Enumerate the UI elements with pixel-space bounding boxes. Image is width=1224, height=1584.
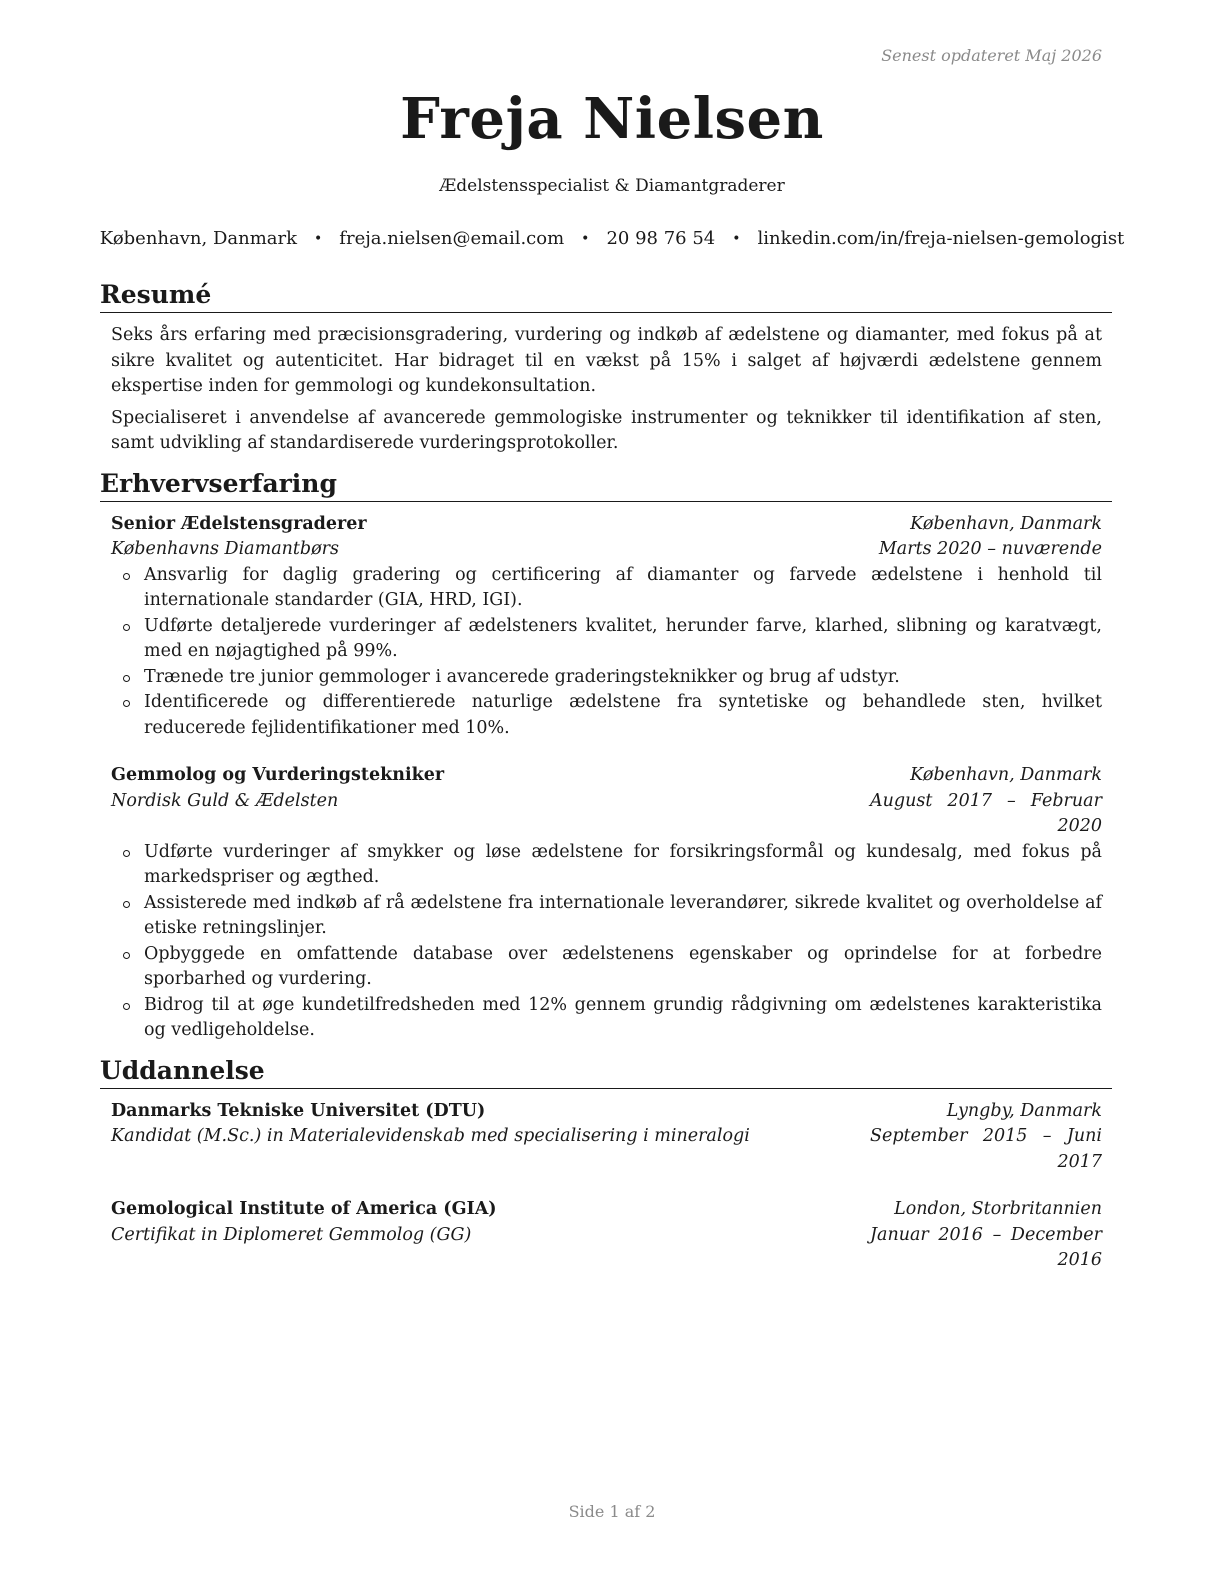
section-heading: Resumé bbox=[100, 280, 1112, 313]
bullet-item: Identificerede og differentierede naturlige ædelstene fra syntetiske og behandlede sten, hvilket reducerede fejlidentifikationer med 10%. bbox=[111, 690, 1102, 741]
separator-bullet: • bbox=[732, 230, 741, 247]
bullet-item: Opbyggede en omfattende database over ædelstenens egenskaber og oprindelse for at forbedre sporbarhed og vurdering. bbox=[111, 942, 1102, 993]
education-dates: September 2015 – Juni 2017 bbox=[870, 1126, 1102, 1172]
job-location: København, Danmark bbox=[910, 765, 1102, 785]
job-company: Nordisk Guld & Ædelsten bbox=[111, 790, 339, 811]
job-dates: August 2017 – Februar 2020 bbox=[870, 790, 1102, 836]
contact-location: København, Danmark bbox=[99, 228, 298, 249]
job-location: København, Danmark bbox=[910, 513, 1102, 534]
school-name: Gemological Institute of America (GIA) bbox=[111, 1199, 497, 1219]
contact-email[interactable]: freja.nielsen@email.com bbox=[339, 228, 565, 249]
job-bullets bbox=[111, 840, 1102, 1044]
candidate-title: Ædelstensspecialist & Diamantgraderer bbox=[439, 176, 785, 196]
education-section bbox=[100, 1056, 1112, 1274]
bullet-item: Udførte vurderinger af smykker og løse ædelstene for forsikringsformål og kundesalg, med fokus på markedspriser og ægthed. bbox=[111, 840, 1102, 891]
section-heading: Erhvervserfaring bbox=[100, 469, 1112, 502]
job-role: Senior Ædelstensgraderer bbox=[111, 513, 367, 534]
degree-name: Kandidat (M.Sc.) in Materialevidenskab med specialisering i mineralogi bbox=[111, 1126, 750, 1146]
page-number: Side 1 af 2 bbox=[568, 1502, 656, 1521]
job-entry bbox=[111, 512, 1102, 742]
school-location: Lyngby, Danmark bbox=[946, 1100, 1102, 1121]
job-entry bbox=[111, 763, 1102, 1044]
job-dates: Marts 2020 – nuværende bbox=[878, 539, 1102, 559]
education-entry bbox=[111, 1099, 1102, 1176]
separator-bullet: • bbox=[581, 230, 590, 247]
experience-section bbox=[100, 469, 1112, 1044]
bullet-item: Assisterede med indkøb af rå ædelstene fra internationale leverandører, sikrede kvalitet og overholdelse af etiske retningslinjer. bbox=[111, 891, 1102, 942]
degree-name: Certifikat in Diplomeret Gemmolog (GG) bbox=[111, 1224, 472, 1245]
section-heading: Uddannelse bbox=[100, 1056, 1112, 1089]
school-name: Danmarks Tekniske Universitet (DTU) bbox=[111, 1100, 486, 1121]
education-entry bbox=[111, 1197, 1102, 1274]
bullet-item: Trænede tre junior gemmologer i avancerede graderingsteknikker og brug af udstyr. bbox=[111, 665, 1102, 691]
job-role: Gemmolog og Vurderingstekniker bbox=[111, 765, 445, 785]
summary-section bbox=[100, 280, 1112, 457]
bullet-item: Ansvarlig for daglig gradering og certificering af diamanter og farvede ædelstene i henhold til internationale standarder (GIA, HRD, IGI). bbox=[111, 563, 1102, 614]
summary-paragraph: Specialiseret i anvendelse af avancerede gemmologiske instrumenter og teknikker til identifikation af sten, samt udvikling af standardiserede vurderingsprotokoller. bbox=[111, 407, 1102, 453]
candidate-name: Freja Nielsen bbox=[400, 86, 824, 152]
last-updated-note: Senest opdateret Maj 2026 bbox=[881, 46, 1102, 65]
bullet-item: Udførte detaljerede vurderinger af ædelsteners kvalitet, herunder farve, klarhed, slibning og karatvægt, med en nøjagtighed på 99%. bbox=[111, 614, 1102, 665]
job-bullets bbox=[111, 563, 1102, 742]
school-location: London, Storbritannien bbox=[894, 1199, 1102, 1219]
contact-line bbox=[0, 228, 1224, 249]
summary-paragraph: Seks års erfaring med præcisionsgradering, vurdering og indkøb af ædelstene og diamanter, med fokus på at sikre kvalitet og autenticitet. Har bidraget til en vækst på 15% i salget af højværdi ædelstene gennem ekspertise inden for gemmologi og kundekonsultation. bbox=[111, 325, 1102, 396]
education-dates: Januar 2016 – December 2016 bbox=[870, 1224, 1102, 1270]
separator-bullet: • bbox=[314, 230, 323, 247]
job-company: Københavns Diamantbørs bbox=[111, 539, 340, 559]
contact-linkedin[interactable]: linkedin.com/in/freja-nielsen-gemologist bbox=[757, 228, 1125, 249]
contact-phone: 20 98 76 54 bbox=[606, 228, 716, 249]
bullet-item: Bidrog til at øge kundetilfredsheden med 12% gennem grundig rådgivning om ædelstenes karakteristika og vedligeholdelse. bbox=[111, 993, 1102, 1044]
resume-body bbox=[100, 280, 1112, 1274]
